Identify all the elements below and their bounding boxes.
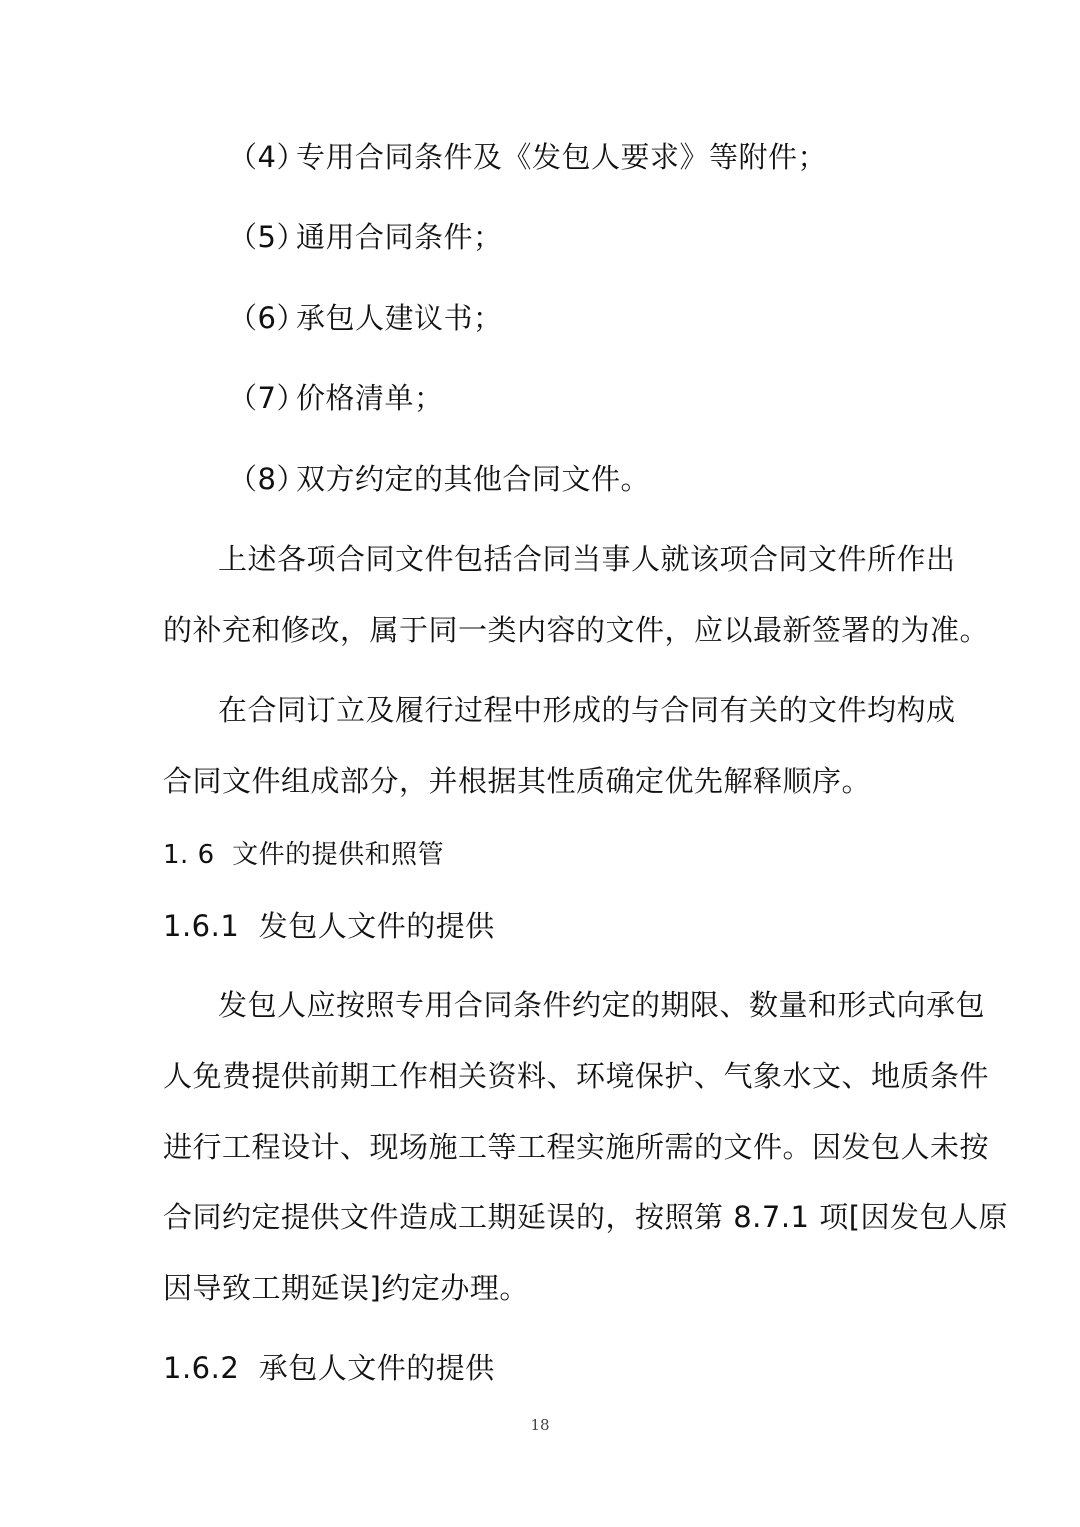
section-number: 1. 6 bbox=[163, 840, 215, 870]
list-item-text: 通用合同条件； bbox=[296, 220, 503, 254]
section-heading bbox=[163, 1348, 495, 1388]
section-title: 承包人文件的提供 bbox=[258, 1351, 495, 1385]
list-item-number: （7） bbox=[228, 381, 306, 415]
list-item bbox=[228, 217, 503, 257]
section-title: 文件的提供和照管 bbox=[232, 840, 445, 870]
list-item-number: （4） bbox=[228, 140, 306, 174]
paragraph-line: 的补充和修改，属于同一类内容的文件，应以最新签署的为准。 bbox=[163, 613, 990, 647]
list-item bbox=[228, 298, 503, 338]
list-item bbox=[228, 459, 650, 499]
list-item-text: 双方约定的其他合同文件。 bbox=[296, 462, 651, 496]
paragraph-line: 合同约定提供文件造成工期延误的，按照第 8.7.1 项[因发包人原 bbox=[163, 1200, 1009, 1234]
paragraph-line: 人免费提供前期工作相关资料、环境保护、气象水文、地质条件 bbox=[163, 1059, 990, 1093]
section-heading bbox=[163, 906, 495, 946]
section-title: 发包人文件的提供 bbox=[258, 909, 495, 943]
list-item-text: 价格清单； bbox=[296, 381, 444, 415]
paragraph-line: 在合同订立及履行过程中形成的与合同有关的文件均构成 bbox=[218, 693, 956, 727]
section-number: 1.6.1 bbox=[163, 909, 240, 943]
paragraph-line: 发包人应按照专用合同条件约定的期限、数量和形式向承包 bbox=[218, 988, 986, 1022]
paragraph-line: 进行工程设计、现场施工等工程实施所需的文件。因发包人未按 bbox=[163, 1130, 990, 1164]
page-number: 18 bbox=[530, 1416, 550, 1434]
list-item-text: 专用合同条件及《发包人要求》等附件； bbox=[296, 140, 828, 174]
list-item-text: 承包人建议书； bbox=[296, 301, 503, 335]
list-item bbox=[228, 137, 827, 177]
paragraph-line: 合同文件组成部分，并根据其性质确定优先解释顺序。 bbox=[163, 764, 872, 798]
list-item bbox=[228, 378, 444, 418]
list-item-number: （8） bbox=[228, 462, 306, 496]
paragraph-line: 上述各项合同文件包括合同当事人就该项合同文件所作出 bbox=[218, 542, 956, 576]
list-item-number: （6） bbox=[228, 301, 306, 335]
list-item-number: （5） bbox=[228, 220, 306, 254]
section-heading bbox=[163, 835, 444, 875]
section-number: 1.6.2 bbox=[163, 1351, 240, 1385]
paragraph-line: 因导致工期延误]约定办理。 bbox=[163, 1271, 529, 1305]
